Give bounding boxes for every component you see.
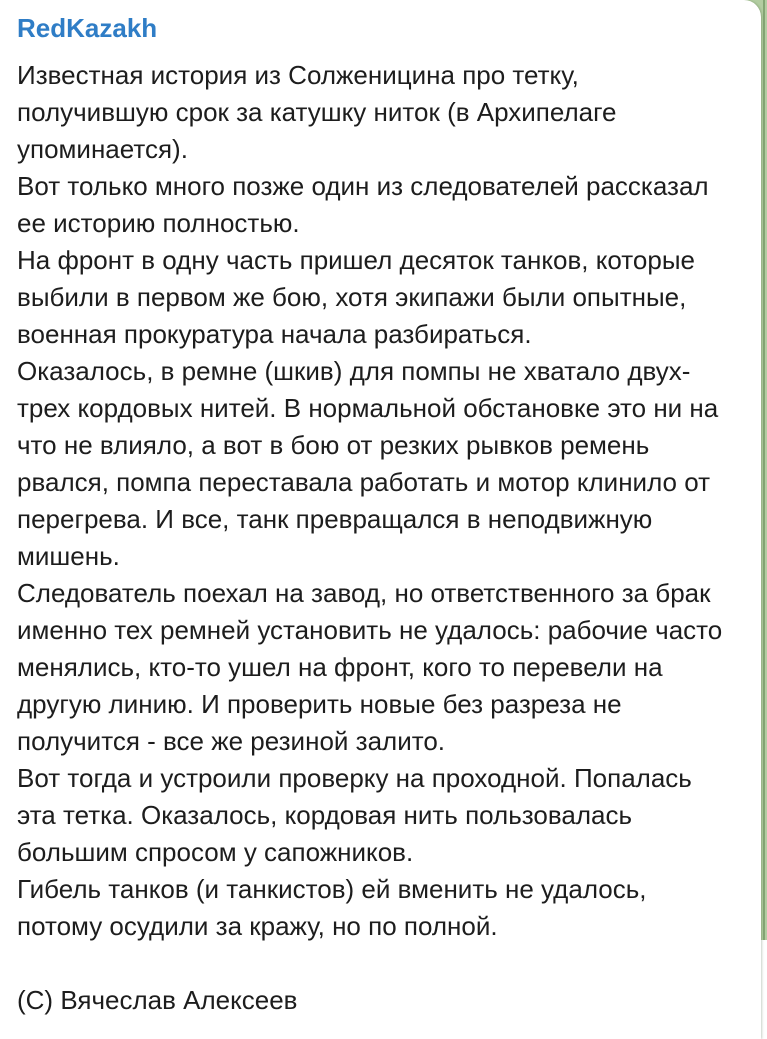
message-paragraph: На фронт в одну часть пришел десяток танков, которые выбили в первом же бою, хотя экипажи были опытные, военная прокуратура начала разбираться. <box>17 245 695 349</box>
message-paragraph: Оказалось, в ремне (шкив) для помпы не хватало двух-трех кордовых нитей. В нормальной обстановке это ни на что не влияло, а вот в бою от резких рывков ремень рвался, помпа переставала работать и мотор клинило от перегрева. И все, танк превращался в неподвижную мишень. <box>17 356 719 571</box>
signature-line: (С) Вячеслав Алексеев <box>17 985 298 1015</box>
message-paragraph: Вот тогда и устроили проверку на проходной. Попалась эта тетка. Оказалось, кордовая нить пользовалась большим спросом у сапожников. <box>17 763 692 867</box>
message-text <box>17 57 731 945</box>
message-paragraph: Вот только много позже один из следователей рассказал ее историю полностью. <box>17 171 709 238</box>
sender-name[interactable]: RedKazakh <box>17 13 158 43</box>
message-paragraph: Известная история из Солженицина про тетку, получившую срок за катушку ниток (в Архипелаге упоминается). <box>17 60 617 164</box>
message-paragraph: Гибель танков (и танкистов) ей вменить не удалось, потому осудили за кражу, но по полной. <box>17 874 647 941</box>
background-accent-line <box>763 0 765 940</box>
message-paragraph: Следователь поехал на завод, но ответственного за брак именно тех ремней установить не удалось: рабочие часто менялись, кто-то ушел на фронт, кого то перевели на другую линию. И проверить новые без разреза не получится - все же резиной залито. <box>17 578 723 756</box>
